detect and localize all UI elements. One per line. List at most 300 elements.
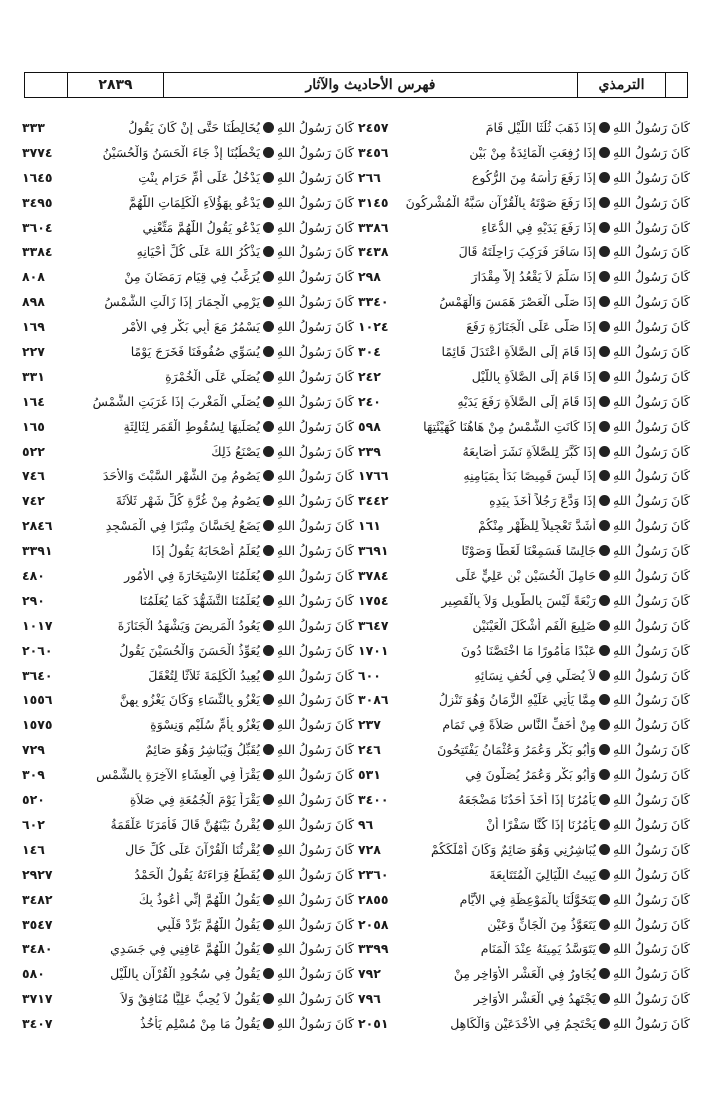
entry-hadith-text: عَبْدًا مَأْمُورًا مَا اخْتَصَّنَا دُونَ: [460, 642, 596, 658]
entry-hadith-text: إِذَا لَبِسَ قَمِيصًا بَدَأَ بِمَيَامِنِهِ: [463, 468, 596, 484]
entry-text: [402, 444, 690, 459]
entry-text: [402, 1016, 690, 1031]
entry-hadith-number: ٢٩٠: [22, 592, 45, 608]
entry-hadith-text: إِذَا صَلَّى الْعَصْرَ هَمَسَ وَالْهَمْسُ: [439, 294, 596, 310]
entry-prefix: كَانَ رَسُولُ اللهِ: [612, 891, 690, 907]
salutation-glyph-icon: [263, 1018, 274, 1029]
entry-text: [66, 593, 354, 608]
salutation-glyph-icon: [263, 246, 274, 257]
entry-hadith-text: يَصْنَعُ ذَلِكَ: [211, 443, 260, 459]
entry-text: [66, 1016, 354, 1031]
entry-prefix: كَانَ رَسُولُ اللهِ: [612, 120, 690, 135]
entry-prefix: كَانَ رَسُولُ اللهِ: [276, 543, 354, 559]
entry-hadith-text: ضَلِيعَ الْفَمِ أَشْكَلَ الْعَيْنَيْنِ: [472, 617, 596, 633]
entry-text: [66, 767, 354, 782]
salutation-glyph-icon: [263, 520, 274, 531]
entry-hadith-text: إِذَا سَلَّمَ لاَ يَقْعُدُ إِلاَّ مِقْدَارَ: [471, 269, 596, 285]
index-entry: [358, 493, 690, 518]
entry-hadith-text: يَغْزُو بِأُمِّ سُلَيْمٍ وَنِسْوَةٍ: [150, 717, 260, 733]
index-entry: [358, 692, 690, 717]
entry-hadith-text: يَغْزُو بِالنِّسَاءِ وَكَانَ يَغْزُو بِهِنَّ: [119, 692, 260, 708]
entry-hadith-number: ٤٨٠: [22, 568, 45, 584]
entry-prefix: كَانَ رَسُولُ اللهِ: [276, 692, 354, 708]
entry-prefix: كَانَ رَسُولُ اللهِ: [612, 219, 690, 235]
entry-hadith-text: يُقْرِنُ بَيْنَهُنَّ قَالَ فَأَمَرَنَا عَلْقَمَةُ: [110, 816, 260, 832]
entry-prefix: كَانَ رَسُولُ اللهِ: [612, 319, 690, 335]
index-entry: [358, 892, 690, 917]
entry-text: [66, 319, 354, 334]
entry-hadith-text: يُعَوِّذُ الْحَسَنَ وَالْحُسَيْنَ يَقُولُ: [119, 642, 260, 658]
entry-text: [402, 244, 690, 259]
entry-hadith-text: إِذَا رَفَعَ صَوْتَهُ بِالْقُرْآنِ سَبَّهُ الْمُشْرِكُونَ: [405, 194, 596, 210]
entry-prefix: كَانَ رَسُولُ اللهِ: [276, 319, 354, 335]
index-entry: [358, 842, 690, 867]
salutation-glyph-icon: [599, 819, 610, 830]
entry-prefix: كَانَ رَسُولُ اللهِ: [276, 468, 354, 484]
entry-text: [402, 419, 690, 434]
entry-prefix: كَانَ رَسُولُ اللهِ: [612, 493, 690, 509]
entry-prefix: كَانَ رَسُولُ اللهِ: [276, 294, 354, 310]
salutation-glyph-icon: [599, 869, 610, 880]
entry-prefix: كَانَ رَسُولُ اللهِ: [612, 418, 690, 434]
salutation-glyph-icon: [263, 993, 274, 1004]
index-column-left: [22, 120, 354, 1041]
entry-prefix: كَانَ رَسُولُ اللهِ: [276, 344, 354, 360]
entry-hadith-number: ٧٢٩: [22, 742, 45, 758]
entry-hadith-number: ٣٦٠٤: [22, 219, 53, 235]
entry-text: [402, 817, 690, 832]
index-entry: [22, 419, 354, 444]
entry-hadith-number: ٦٠٢: [22, 816, 45, 832]
entry-text: [66, 444, 354, 459]
entry-prefix: كَانَ رَسُولُ اللهِ: [276, 667, 354, 683]
entry-hadith-text: يَدْخُلُ عَلَى أُمِّ حَرَامٍ بِنْتِ: [138, 169, 260, 185]
salutation-glyph-icon: [599, 246, 610, 257]
index-entry: [22, 717, 354, 742]
entry-text: [402, 742, 690, 757]
salutation-glyph-icon: [599, 296, 610, 307]
entry-text: [402, 319, 690, 334]
entry-hadith-number: ٣٤٥٦: [358, 144, 389, 160]
entry-prefix: كَانَ رَسُولُ اللهِ: [276, 866, 354, 882]
index-entry: [22, 692, 354, 717]
entry-hadith-number: ٣١٤٥: [358, 194, 389, 210]
index-entry: [358, 444, 690, 469]
entry-text: [402, 344, 690, 359]
entry-prefix: كَانَ رَسُولُ اللهِ: [612, 991, 690, 1007]
salutation-glyph-icon: [263, 919, 274, 930]
salutation-glyph-icon: [263, 271, 274, 282]
index-entry: [358, 767, 690, 792]
salutation-glyph-icon: [599, 520, 610, 531]
entry-hadith-text: أَشَدَّ تَعْجِيلاً لِلظُّهْرِ مِنْكُمْ: [478, 518, 596, 534]
entry-prefix: كَانَ رَسُولُ اللهِ: [612, 717, 690, 733]
entry-prefix: كَانَ رَسُولُ اللهِ: [276, 717, 354, 733]
entry-hadith-text: يَقُولُ فِي سُجُودِ الْقُرْآنِ بِاللَّيْلِ: [110, 966, 260, 982]
entry-hadith-number: ٢٩٨: [358, 269, 381, 285]
salutation-glyph-icon: [599, 769, 610, 780]
index-entry: [22, 195, 354, 220]
entry-prefix: كَانَ رَسُولُ اللهِ: [612, 194, 690, 210]
entry-prefix: كَانَ رَسُولُ اللهِ: [276, 269, 354, 285]
entry-prefix: كَانَ رَسُولُ اللهِ: [276, 966, 354, 982]
entry-hadith-number: ٢٣٧: [358, 717, 381, 733]
entry-text: [66, 917, 354, 932]
entry-prefix: كَانَ رَسُولُ اللهِ: [612, 617, 690, 633]
entry-prefix: كَانَ رَسُولُ اللهِ: [612, 941, 690, 957]
entry-hadith-text: يُبَاشِرُنِي وَهُوَ صَائِمٌ وَكَانَ أَمْلَكَكُمْ: [431, 841, 596, 857]
entry-text: [402, 892, 690, 907]
entry-hadith-text: يَتَخَوَّلُنَا بِالْمَوْعِظَةِ فِي الأَيَّامِ: [459, 891, 596, 907]
entry-hadith-number: ٢٨٥٥: [358, 891, 389, 907]
entry-prefix: كَانَ رَسُولُ اللهِ: [276, 1016, 354, 1032]
salutation-glyph-icon: [599, 694, 610, 705]
salutation-glyph-icon: [263, 844, 274, 855]
entry-hadith-text: يَدْعُو بِهَؤُلاَءِ الْكَلِمَاتِ اللَّهُمَّ: [128, 194, 260, 210]
salutation-glyph-icon: [263, 147, 274, 158]
entry-text: [66, 692, 354, 707]
entry-hadith-text: يَضَعُ لِحَسَّانَ مِنْبَرًا فِي الْمَسْجِدِ: [105, 518, 260, 534]
index-entry: [22, 120, 354, 145]
entry-hadith-number: ٣٤٤٢: [358, 493, 389, 509]
salutation-glyph-icon: [263, 769, 274, 780]
entry-hadith-text: إِذَا كَبَّرَ لِلصَّلاَةِ نَشَرَ أَصَابِعَهُ: [462, 443, 596, 459]
index-entry: [358, 991, 690, 1016]
index-entry: [358, 966, 690, 991]
entry-prefix: كَانَ رَسُولُ اللهِ: [276, 767, 354, 783]
salutation-glyph-icon: [599, 321, 610, 332]
salutation-glyph-icon: [599, 172, 610, 183]
entry-hadith-number: ٣٤٩٥: [22, 194, 53, 210]
index-entry: [22, 344, 354, 369]
index-entry: [358, 244, 690, 269]
index-entry: [22, 917, 354, 942]
entry-prefix: كَانَ رَسُولُ اللهِ: [276, 617, 354, 633]
entry-prefix: كَانَ رَسُولُ اللهِ: [612, 443, 690, 459]
entry-text: [402, 792, 690, 807]
entry-text: [66, 145, 354, 160]
entry-hadith-number: ١٦٩: [22, 319, 45, 335]
entry-text: [402, 120, 690, 135]
entry-hadith-text: يُصَلِّيهَا لِسُقُوطِ الْقَمَرِ لِثَالِثَةٍ: [123, 418, 260, 434]
salutation-glyph-icon: [263, 894, 274, 905]
entry-hadith-number: ١٦٤: [22, 393, 45, 409]
index-entry: [358, 220, 690, 245]
entry-prefix: كَانَ رَسُولُ اللهِ: [276, 916, 354, 932]
index-entry: [358, 319, 690, 344]
entry-prefix: كَانَ رَسُولُ اللهِ: [612, 269, 690, 285]
entry-hadith-number: ٣٣٣: [22, 120, 45, 135]
entry-prefix: كَانَ رَسُولُ اللهِ: [612, 518, 690, 534]
entry-text: [66, 817, 354, 832]
entry-text: [66, 493, 354, 508]
entry-text: [66, 792, 354, 807]
entry-prefix: كَانَ رَسُولُ اللهِ: [612, 592, 690, 608]
entry-hadith-number: ٣٣٤٠: [358, 294, 389, 310]
entry-prefix: كَانَ رَسُولُ اللهِ: [276, 816, 354, 832]
entry-text: [402, 643, 690, 658]
entry-text: [66, 518, 354, 533]
salutation-glyph-icon: [599, 421, 610, 432]
salutation-glyph-icon: [599, 894, 610, 905]
entry-hadith-text: يَتَوَسَّدُ يَمِينَهُ عِنْدَ الْمَنَامِ: [480, 941, 596, 957]
salutation-glyph-icon: [599, 943, 610, 954]
entry-prefix: كَانَ رَسُولُ اللهِ: [276, 568, 354, 584]
entry-hadith-text: يَذْكُرُ اللهَ عَلَى كُلِّ أَحْيَانِهِ: [136, 244, 260, 260]
entry-prefix: كَانَ رَسُولُ اللهِ: [612, 667, 690, 683]
entry-text: [66, 842, 354, 857]
entry-hadith-number: ١٧٠١: [358, 642, 389, 658]
index-entry: [22, 145, 354, 170]
entry-prefix: كَانَ رَسُولُ اللهِ: [612, 244, 690, 260]
entry-hadith-text: مِمَّا يَأْتِي عَلَيْهِ الزَّمَانُ وَهُوَ تَنْزِلُ: [438, 692, 596, 708]
entry-prefix: كَانَ رَسُولُ اللهِ: [612, 368, 690, 384]
entry-text: [402, 145, 690, 160]
index-entry: [22, 319, 354, 344]
index-entry: [22, 593, 354, 618]
entry-hadith-number: ٢٤٦: [358, 742, 381, 758]
entry-hadith-number: ٣٠٨٦: [358, 692, 389, 708]
salutation-glyph-icon: [599, 645, 610, 656]
entry-text: [402, 668, 690, 683]
salutation-glyph-icon: [599, 396, 610, 407]
index-entry: [358, 917, 690, 942]
entry-hadith-text: يُقَطِّعُ قِرَاءَتَهُ يَقُولُ الْحَمْدُ: [134, 866, 260, 882]
entry-prefix: كَانَ رَسُولُ اللهِ: [612, 816, 690, 832]
salutation-glyph-icon: [263, 396, 274, 407]
index-entry: [22, 170, 354, 195]
entry-text: [402, 917, 690, 932]
running-header: [24, 72, 688, 98]
index-entry: [358, 717, 690, 742]
index-entry: [358, 468, 690, 493]
entry-text: [402, 493, 690, 508]
entry-hadith-number: ١٥٧٥: [22, 717, 53, 733]
index-entry: [22, 842, 354, 867]
entry-text: [66, 120, 354, 135]
entry-hadith-text: يَخْطُبُنَا إِذْ جَاءَ الْحَسَنُ وَالْحُسَيْنُ: [102, 144, 260, 160]
entry-hadith-text: يَرْمِي الْجِمَارَ إِذَا زَالَتِ الشَّمْسُ: [104, 294, 260, 310]
entry-prefix: كَانَ رَسُولُ اللهِ: [276, 418, 354, 434]
salutation-glyph-icon: [263, 968, 274, 979]
entry-hadith-number: ٢٠٥٨: [358, 916, 389, 932]
entry-hadith-number: ٥٨٠: [22, 966, 45, 982]
entry-prefix: كَانَ رَسُولُ اللهِ: [612, 294, 690, 310]
entry-prefix: كَانَ رَسُولُ اللهِ: [612, 841, 690, 857]
entry-prefix: كَانَ رَسُولُ اللهِ: [612, 543, 690, 559]
entry-hadith-text: يَأْمُرُنَا إِذَا أَخَذَ أَحَدُنَا مَضْجَعَهُ: [458, 792, 596, 808]
entry-text: [402, 369, 690, 384]
entry-text: [402, 867, 690, 882]
entry-prefix: كَانَ رَسُولُ اللهِ: [276, 518, 354, 534]
entry-hadith-text: يُعِيدُ الْكَلِمَةَ ثَلاَثًا لِتُعْقَلَ: [148, 667, 260, 683]
entry-text: [66, 220, 354, 235]
entry-hadith-number: ٩٦: [358, 816, 374, 832]
entry-text: [66, 543, 354, 558]
index-entry: [22, 792, 354, 817]
entry-prefix: كَانَ رَسُولُ اللهِ: [612, 568, 690, 584]
entry-hadith-text: يَقُولُ مَا مِنْ مُسْلِمٍ يَأْخُذُ: [140, 1016, 260, 1032]
index-entry: [358, 170, 690, 195]
entry-hadith-number: ٣٧١٧: [22, 991, 53, 1007]
entry-text: [402, 717, 690, 732]
entry-hadith-text: لاَ يُصَلِّي فِي لُحُفِ نِسَائِهِ: [474, 667, 596, 683]
entry-hadith-number: ٣٧٨٤: [358, 568, 389, 584]
entry-prefix: كَانَ رَسُولُ اللهِ: [612, 1016, 690, 1032]
entry-prefix: كَانَ رَسُولُ اللهِ: [276, 244, 354, 260]
index-entry: [358, 369, 690, 394]
entry-hadith-text: يَجْتَهِدُ فِي الْعَشْرِ الأَوَاخِرِ: [473, 991, 596, 1007]
entry-text: [402, 543, 690, 558]
salutation-glyph-icon: [263, 595, 274, 606]
index-entry: [358, 543, 690, 568]
index-entry: [22, 220, 354, 245]
entry-text: [402, 294, 690, 309]
entry-hadith-text: إِذَا ذَهَبَ ثُلُثَا اللَّيْلِ قَامَ: [485, 120, 596, 135]
entry-hadith-number: ٧٤٢: [22, 493, 45, 509]
salutation-glyph-icon: [599, 197, 610, 208]
entry-hadith-number: ٦٠٠: [358, 667, 381, 683]
entry-text: [402, 195, 690, 210]
entry-hadith-text: مِنْ أَخَفِّ النَّاسِ صَلاَةً فِي تَمَامٍ: [442, 717, 596, 733]
entry-text: [66, 941, 354, 956]
index-entry: [358, 568, 690, 593]
index-entry: [358, 120, 690, 145]
entry-hadith-number: ٣٠٩: [22, 767, 45, 783]
entry-hadith-number: ٢٩٢٧: [22, 866, 53, 882]
index-entry: [22, 493, 354, 518]
index-entry: [22, 767, 354, 792]
entry-hadith-number: ١٦١: [358, 518, 381, 534]
index-entry: [22, 294, 354, 319]
salutation-glyph-icon: [599, 744, 610, 755]
salutation-glyph-icon: [263, 222, 274, 233]
entry-prefix: كَانَ رَسُولُ اللهِ: [276, 169, 354, 185]
entry-prefix: كَانَ رَسُولُ اللهِ: [612, 468, 690, 484]
index-entry: [358, 817, 690, 842]
entry-hadith-number: ٨٩٨: [22, 294, 45, 310]
header-empty-cell-right: [665, 73, 687, 97]
entry-hadith-text: جَالِسًا فَسَمِعْنَا لَغَطًا وَصَوْتًا: [461, 543, 596, 559]
salutation-glyph-icon: [263, 172, 274, 183]
entry-hadith-number: ٣٣١: [22, 368, 45, 384]
salutation-glyph-icon: [263, 645, 274, 656]
salutation-glyph-icon: [599, 595, 610, 606]
entry-prefix: كَانَ رَسُولُ اللهِ: [276, 841, 354, 857]
index-entry: [22, 394, 354, 419]
entry-hadith-number: ٥٣١: [358, 767, 381, 783]
entry-prefix: كَانَ رَسُولُ اللهِ: [612, 344, 690, 360]
index-entry: [358, 618, 690, 643]
salutation-glyph-icon: [599, 371, 610, 382]
entry-text: [66, 394, 354, 409]
index-entry: [358, 1016, 690, 1041]
entry-hadith-text: إِذَا وَدَّعَ رَجُلاً أَخَذَ بِيَدِهِ: [489, 493, 596, 509]
entry-prefix: كَانَ رَسُولُ اللهِ: [612, 169, 690, 185]
salutation-glyph-icon: [263, 197, 274, 208]
index-entry: [22, 269, 354, 294]
entry-hadith-number: ٣٦٤٧: [358, 617, 389, 633]
entry-text: [66, 643, 354, 658]
entry-text: [66, 668, 354, 683]
index-entry: [22, 518, 354, 543]
salutation-glyph-icon: [599, 147, 610, 158]
entry-text: [66, 294, 354, 309]
entry-hadith-number: ٣٤٠٠: [358, 792, 389, 808]
entry-hadith-text: إِذَا رُفِعَتِ الْمَائِدَةُ مِنْ بَيْنِ: [469, 144, 596, 160]
entry-prefix: كَانَ رَسُولُ اللهِ: [276, 144, 354, 160]
entry-hadith-number: ٥٩٨: [358, 418, 381, 434]
entry-hadith-text: يُقْرِئُنَا الْقُرْآنَ عَلَى كُلِّ حَالٍ: [125, 841, 260, 857]
entry-hadith-text: يَعُودُ الْمَرِيضَ وَيَشْهَدُ الْجَنَازَةَ: [117, 617, 260, 633]
entry-hadith-text: يَحْتَجِمُ فِي الأَخْدَعَيْنِ وَالْكَاهِلِ: [450, 1016, 596, 1032]
entry-text: [402, 220, 690, 235]
salutation-glyph-icon: [263, 943, 274, 954]
entry-hadith-text: يَقُولُ اللَّهُمَّ إِنِّي أَعُوذُ بِكَ: [138, 891, 260, 907]
entry-hadith-text: يَسْمُرُ مَعَ أَبِي بَكْرٍ فِي الأَمْرِ: [122, 319, 260, 335]
entry-hadith-text: يَتَعَوَّذُ مِنَ الْجَانِّ وَعَيْنِ: [487, 916, 596, 932]
entry-hadith-number: ٣٤٠٧: [22, 1016, 53, 1032]
entry-prefix: كَانَ رَسُولُ اللهِ: [612, 642, 690, 658]
entry-prefix: كَانَ رَسُولُ اللهِ: [612, 742, 690, 758]
index-entry: [22, 444, 354, 469]
index-entry: [22, 618, 354, 643]
header-title: فهرس الأحاديث والآثار: [163, 73, 577, 97]
salutation-glyph-icon: [263, 421, 274, 432]
entry-prefix: كَانَ رَسُولُ اللهِ: [276, 891, 354, 907]
entry-hadith-text: يُرَغِّبُ فِي قِيَامِ رَمَضَانَ مِنْ: [124, 269, 260, 285]
index-entry: [358, 269, 690, 294]
entry-hadith-number: ٢٣٦٠: [358, 866, 389, 882]
entry-hadith-text: يُسَوِّي صُفُوفَنَا فَخَرَجَ يَوْمًا: [130, 344, 260, 360]
index-entry: [22, 643, 354, 668]
entry-hadith-number: ٣٦٤٠: [22, 667, 53, 683]
entry-hadith-text: حَامِلَ الْحُسَيْنِ بْنِ عَلِيٍّ عَلَى: [455, 568, 596, 584]
salutation-glyph-icon: [263, 570, 274, 581]
entry-prefix: كَانَ رَسُولُ اللهِ: [276, 219, 354, 235]
entry-text: [402, 170, 690, 185]
entry-hadith-text: يُصَلِّي الْمَغْرِبَ إِذَا غَرَبَتِ الشَّمْسُ: [92, 393, 260, 409]
entry-text: [66, 618, 354, 633]
entry-hadith-number: ١٦٥: [22, 418, 45, 434]
entry-text: [66, 170, 354, 185]
entry-hadith-number: ٣٥٤٧: [22, 916, 53, 932]
salutation-glyph-icon: [599, 719, 610, 730]
entry-text: [66, 568, 354, 583]
entry-hadith-number: ٣٣٩٩: [358, 941, 389, 957]
salutation-glyph-icon: [263, 470, 274, 481]
salutation-glyph-icon: [263, 446, 274, 457]
entry-hadith-number: ٢٨٤٦: [22, 518, 53, 534]
salutation-glyph-icon: [599, 993, 610, 1004]
salutation-glyph-icon: [599, 794, 610, 805]
index-entry: [358, 742, 690, 767]
entry-hadith-text: وَأَبُو بَكْرٍ وَعُمَرُ وَعُثْمَانُ يَفْتَتِحُونَ: [437, 742, 596, 758]
index-entry: [22, 867, 354, 892]
entry-hadith-text: إِذَا رَفَعَ رَأْسَهُ مِنَ الرُّكُوعِ: [471, 169, 596, 185]
salutation-glyph-icon: [599, 470, 610, 481]
entry-text: [402, 941, 690, 956]
entry-hadith-number: ٣٦٩١: [358, 543, 389, 559]
entry-hadith-number: ١٧٦٦: [358, 468, 389, 484]
index-entry: [22, 1016, 354, 1041]
header-page-number: ٢٨٣٩: [67, 73, 163, 97]
index-entry: [22, 892, 354, 917]
header-section-name: الترمذي: [577, 73, 665, 97]
entry-prefix: كَانَ رَسُولُ اللهِ: [276, 194, 354, 210]
entry-prefix: كَانَ رَسُولُ اللهِ: [276, 493, 354, 509]
entry-text: [66, 966, 354, 981]
